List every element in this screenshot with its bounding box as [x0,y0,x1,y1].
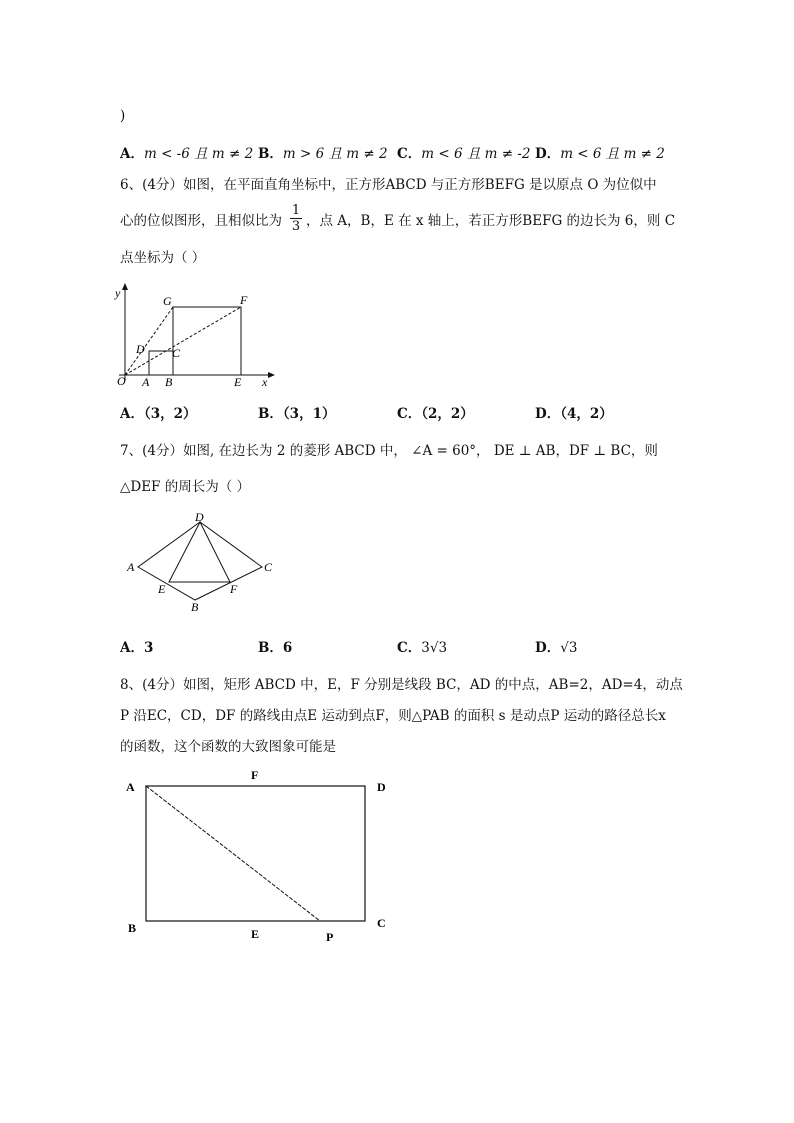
q5-option-a: A．m < -6 且 m ≠ 2 [120,146,254,162]
label-c: C [264,560,273,574]
q7-stem-line1: 7、(4分）如图, 在边长为 2 的菱形 ABCD 中， ∠A = 60°， DE ⊥ AB，DF ⊥ BC，则 [120,443,658,459]
label-a: A [142,375,150,389]
label-g: G [163,294,172,308]
q5-closing-paren: ) [120,108,126,124]
y-axis-arrow [122,283,128,290]
label-d: D [136,342,145,356]
rectangle-abcd [146,786,365,921]
label-b: B [128,921,137,935]
q6-fraction [289,203,303,234]
q7-figure [125,512,285,617]
q6-stem-line2b: ，点 A，B，E 在 x 轴上，若正方形BEFG 的边长为 6，则 C [306,213,676,229]
q5-option-c: C．m < 6 且 m ≠ -2 [397,146,531,162]
label-a: A [127,560,135,574]
q5-option-b: B．m > 6 且 m ≠ 2 [258,146,388,162]
q7-option-c: C．3√3 [397,640,448,656]
q7-option-d: D．√3 [535,640,578,656]
rhombus-abcd [138,522,262,600]
q7-option-b: B．6 [258,640,293,656]
q8-figure [120,770,390,945]
q6-stem-line3: 点坐标为（ ） [120,250,206,266]
label-p: P [326,930,334,944]
dashed-of [125,307,241,375]
fraction-denominator: 3 [291,219,301,234]
label-e: E [251,927,260,941]
label-e: E [158,582,166,596]
q7-option-a: A．3 [120,640,154,656]
q8-stem-line1: 8、(4分）如图，矩形 ABCD 中，E，F 分别是线段 BC，AD 的中点，AB=2，AD=4，动点 [120,677,683,693]
q6-option-c: C．（2，2） [397,406,474,422]
x-axis-arrow [268,372,275,378]
q6-figure [113,283,283,398]
label-c: C [377,916,386,930]
q6-stem-line2a: 心的位似图形，且相似比为 [120,213,282,229]
label-d: D [195,510,204,524]
q6-option-d: D．（4，2） [535,406,613,422]
label-d: D [377,780,386,794]
fraction-numerator: 1 [291,203,301,218]
q6-option-b: B．（3，1） [258,406,336,422]
label-e: E [234,375,242,389]
q8-stem-line2: P 沿EC，CD，DF 的路线由点E 运动到点F，则△PAB 的面积 s 是动点P 运动的路径总长x [120,708,666,724]
label-y: y [115,286,121,300]
triangle-def [169,522,230,582]
label-o: O [117,374,126,388]
label-f: F [230,582,238,596]
square-abcd [149,351,173,375]
dashed-ap [146,786,320,921]
label-b: B [165,375,173,389]
q6-stem-line1: 6、(4分）如图，在平面直角坐标中，正方形ABCD 与正方形BEFG 是以原点 O 为位似中 [120,177,657,193]
label-c: C [172,346,181,360]
label-f: F [240,293,248,307]
label-b: B [191,600,199,614]
label-x: x [262,375,268,389]
q7-stem-line2: △DEF 的周长为（ ） [120,479,251,495]
q8-stem-line3: 的函数，这个函数的大致图象可能是 [120,739,336,755]
q5-option-d: D．m < 6 且 m ≠ 2 [535,146,665,162]
label-f: F [251,768,259,782]
label-a: A [126,780,135,794]
q6-option-a: A．（3，2） [120,406,197,422]
